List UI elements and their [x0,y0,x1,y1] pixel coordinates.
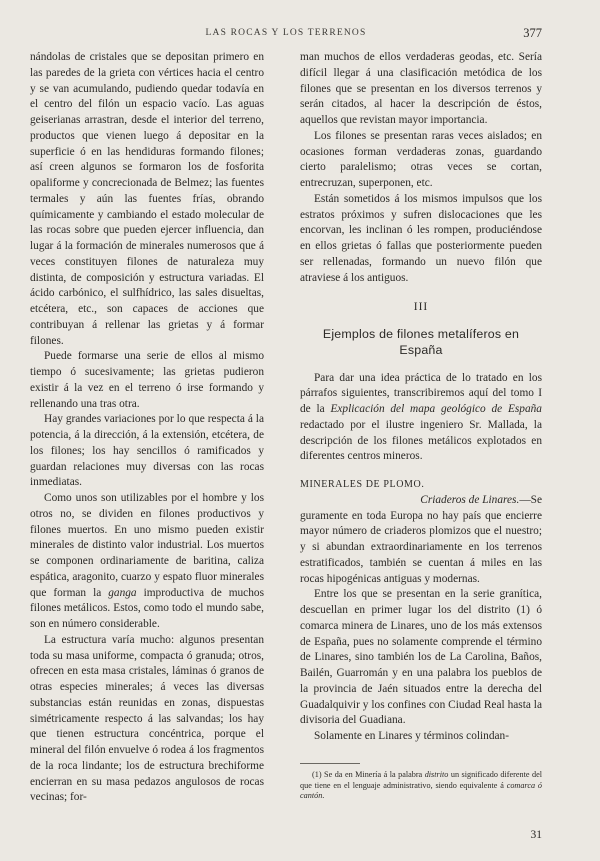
italic-term: comarca ó cantón [300,780,542,801]
paragraph: man muchos de ellos verdaderas geodas, etc. Sería difícil llegar á una clasificación metódica de los filones que se presentan en los diversos terrenos y serán citados, al hacer la descripción de éstos, aquellos que revistan mayor importancia. [300,51,542,126]
left-column [30,50,264,806]
page-header [30,26,542,42]
subtitle-line [300,493,542,509]
text-run: (1) Se da en Minería á la palabra [312,769,425,779]
page-number: 377 [523,26,542,40]
subheading: MINERALES DE PLOMO. [300,479,425,490]
italic-citation: Explicación del mapa geológico de España [330,403,542,415]
paragraph: Entre los que se presentan en la serie granítica, descuellan en primer lugar los del distrito (1) ó comarca minera de Linares, uno de los más extensos de España, pues no solamente comprende el término de Linares, sino también los de La Carolina, Baños, Bailén, Guarromán y en una palabra los pueblos de la provincia de Jaén situados entre la derecha del Guadalquivir y los confines con Ciudad Real hasta la divisoria del Guadiana. [300,588,542,727]
footnote-divider [300,763,360,764]
section-number: III [413,301,429,314]
paragraph [300,371,542,466]
text-run: —Se [519,493,542,506]
text-run: . [322,791,325,801]
paragraph: Están sometidos á los mismos impulsos que los estratos próximos y sufren dislocaciones que les encorvan, les inclinan ó les rompen, produciéndose en ellos grietas ó fallas que posteriormente pueden ser rellenadas, formando un nuevo filón que atraviese á los antiguos. [300,192,542,284]
text-run: un significado diferente del que tiene en el lenguaje administrativo, siendo equivalente á [300,769,542,790]
paragraph: guramente en toda Europa no hay país que encierre mayor número de criaderos plomizos que el nuestro; y si abundan extraordinariamente en los terrenos estratificados, también se cuentan á miles en las rocas hipogénicas antiguas y modernas. [300,509,542,585]
paragraph: Solamente en Linares y términos colindan- [314,730,509,742]
paragraph: nándolas de cristales que se depositan primero en las paredes de la grieta con vértices hacia el centro y se van acumulando, pudiendo quedar todavía en el centro del filón un espacio vacío. Las aguas geiserianas arrastran, desde el interior del terreno, productos que vienen luego á depositar en la superficie ó en las hendiduras formando filones; así creen algunos se formaron los de fosforita opaliforme y concrecionada de Belmez; las fuentes termales y aún las fuentes frías, obrando químicamente y cambiando el estado molecular de las rocas sobre que pueden ejercer influencia, dan lugar á la formación de minerales numerosos que á veces constituyen filones de naturaleza muy distinta, de composición y estructura variadas. El ácido carbónico, el sulfhídrico, las sales disueltas, etcétera, etc., son capaces de acciones que contribuyan á rellenar las grietas y á formar filones. [30,51,264,347]
text-run: redactado por el ilustre ingeniero Sr. Mallada, la descripción de los filones metálicos explotados en diferentes centros mineros. [300,418,542,463]
right-column [300,50,542,802]
italic-term: distrito [424,769,449,779]
text-run: improductiva de muchos filones metálicos. Estos, como todo el mundo sabe, son en número considerable. [30,586,264,630]
paragraph: Hay grandes variaciones por lo que respecta á la potencia, á la dirección, á la extensión, etcétera, de los filones; los hay sencillos ó ramificados y guardan relaciones muy diversas con las rocas inmediatas. [30,413,264,489]
section-title: Ejemplos de filones metalíferos en España [322,327,520,357]
text-run: Como unos son utilizables por el hombre y los otros no, se dividen en filones productivos y filones muertos. En uno mismo pueden existir minerales de distinto valor industrial. Los muertos se componen ordinariamente de baritina, caliza espática, aragonito, cuarzo y espato fluor minerales que forman la [30,492,264,599]
paragraph [30,491,264,633]
running-title: LAS ROCAS Y LOS TERRENOS [205,28,367,38]
signature-mark: 31 [530,829,542,841]
paragraph: La estructura varía mucho: algunos presentan toda su masa uniforme, compacta ó granuda; otros, ofrecen en esta masa cristales, láminas ó granos de otras especies minerales; á veces las diversas substancias están reunidas en zonas, dispuestas simétricamente respecto á las salvandas; los hay que tienen estructura concéntrica, porque el mineral del filón envuelve ó rodea á los fragmentos de la roca lindante; los de estructura brechiforme encierran en su masa pedazos angulosos de rocas vecinas; for- [30,633,264,804]
paragraph: Los filones se presentan raras veces aislados; en ocasiones forman verdaderas zonas, guardando cierto paralelismo; otras veces se cortan, entrecruzan, superponen, etc. [300,129,542,189]
text-run: Para dar una idea práctica de lo tratado en los párrafos siguientes, transcribiremos aquí del tomo I de la [300,371,542,415]
paragraph: Puede formarse una serie de ellos al mismo tiempo ó sucesivamente; las grietas pudieron existir á la vez en el terreno ó irse formando y rellenando una tras otra. [30,350,264,410]
footnote [300,770,542,802]
italic-term: ganga [108,586,137,599]
italic-subtitle: Criaderos de Linares. [420,493,520,506]
